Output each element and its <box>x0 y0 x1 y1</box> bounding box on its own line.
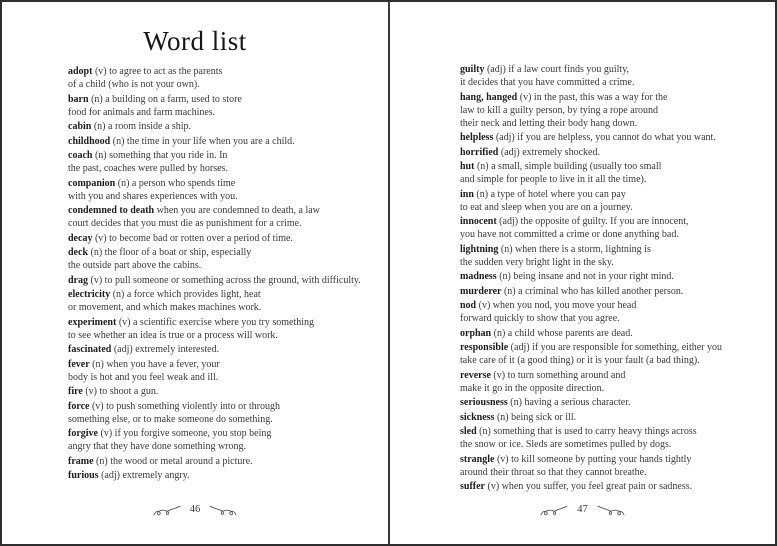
entry-headword: cabin <box>68 121 92 132</box>
glossary-entry: sickness (n) being sick or ill. <box>460 411 577 423</box>
glossary-entry: condemned to death when you are condemned to death, a law court decides that you must die as punishment for a crime. <box>68 205 320 229</box>
entry-headword: childhood <box>68 135 111 147</box>
entry-headword: drag <box>68 274 88 286</box>
entry-headword: frame <box>68 455 94 467</box>
entry-headword: innocent <box>460 216 497 227</box>
entry-headword: electricity <box>68 289 111 300</box>
glossary-entry: childhood (n) the time in your life when you are a child. <box>68 135 295 147</box>
glossary-entry: electricity (n) a force which provides light, heat or movement, and which makes machines work. <box>68 289 262 313</box>
entry-headword: guilty <box>460 64 485 75</box>
entry-headword: furious <box>68 470 99 481</box>
glossary-entry: force (v) to push something violently into or through something else, or to make someone do something. <box>68 400 281 425</box>
glossary-entry: seriousness (n) having a serious character. <box>460 397 631 408</box>
entry-headword: fascinated <box>68 344 112 355</box>
entry-headword: fever <box>68 358 90 370</box>
glossary-entry: madness (n) being insane and not in your right mind. <box>460 271 674 282</box>
glossary-entry: reverse (v) to turn something around and make it go in the opposite direction. <box>460 369 626 394</box>
entry-headword: barn <box>68 93 89 105</box>
glossary-entry: decay (v) to become bad or rotten over a period of time. <box>68 232 293 244</box>
entry-headword: sickness <box>460 411 495 423</box>
entry-headword: coach <box>68 150 93 161</box>
glossary-entry: horrified (adj) extremely shocked. <box>460 146 600 158</box>
page-title: Word list <box>143 26 247 56</box>
glossary-entry: lightning (n) when there is a storm, lightning is the sudden very bright light in the sky. <box>460 243 651 268</box>
entry-headword: adopt <box>68 66 93 77</box>
glossary-entry: strangle (v) to kill someone by putting your hands tightly around their throat so that they cannot breathe. <box>460 453 692 478</box>
flourish-icon <box>540 504 568 517</box>
page-number: 46 <box>189 504 201 515</box>
glossary-entry: forgive (v) if you forgive someone, you stop being angry that they have done something wrong. <box>68 428 272 452</box>
page-number: 47 <box>577 504 588 515</box>
entries-column-left <box>68 65 388 484</box>
entry-headword: nod <box>460 300 477 311</box>
entry-headword: hut <box>460 161 475 172</box>
glossary-entry: adopt (v) to agree to act as the parents of a child (who is not your own). <box>68 66 223 90</box>
glossary-entry: fascinated (adj) extremely interested. <box>68 344 220 355</box>
flourish-icon <box>209 504 237 517</box>
glossary-entry: coach (n) something that you ride in. In the past, coaches were pulled by horses. <box>68 150 228 174</box>
entry-headword: forgive <box>68 428 98 439</box>
glossary-entry: inn (n) a type of hotel where you can pay to eat and sleep when you are on a journey. <box>460 188 633 213</box>
glossary-entry: companion (n) a person who spends time with you and shares experiences with you. <box>68 177 238 202</box>
entry-headword: horrified <box>460 146 499 158</box>
entry-headword: condemned to death <box>68 205 155 216</box>
entry-headword: sled <box>460 426 477 437</box>
glossary-entry: barn (n) a building on a farm, used to store food for animals and farm machines. <box>68 93 242 118</box>
entry-headword: madness <box>460 271 497 282</box>
flourish-icon <box>153 504 181 517</box>
glossary-entry: experiment (v) a scientific exercise where you try something to see whether an idea is true or a process will work. <box>68 316 315 341</box>
entry-headword: hang, hanged <box>460 91 518 103</box>
glossary-entry: hang, hanged (v) in the past, this was a way for the law to kill a guilty person, by tying a rope around their neck and letting their body hang down. <box>460 91 668 129</box>
left-page-footer <box>2 503 388 517</box>
glossary-entry: furious (adj) extremely angry. <box>68 470 190 481</box>
glossary-entry: nod (v) when you nod, you move your head forward quickly to show that you agree. <box>460 300 637 324</box>
glossary-entry: murderer (n) a criminal who has killed another person. <box>460 285 684 297</box>
glossary-entry: frame (n) the wood or metal around a picture. <box>68 455 253 467</box>
glossary-entry: hut (n) a small, simple building (usually too small and simple for people to live in it all the time). <box>460 161 662 185</box>
entries-column-right <box>460 63 775 495</box>
glossary-entry: drag (v) to pull someone or something across the ground, with difficulty. <box>68 274 361 286</box>
entry-headword: seriousness <box>460 397 508 408</box>
glossary-entry: deck (n) the floor of a boat or ship, especially the outside part above the cabins. <box>68 247 252 271</box>
glossary-entry: guilty (adj) if a law court finds you guilty, it decides that you have committed a crime. <box>460 64 635 88</box>
entry-headword: decay <box>68 232 93 244</box>
entry-headword: reverse <box>460 369 491 381</box>
entry-headword: suffer <box>460 481 485 492</box>
entry-headword: murderer <box>460 285 502 297</box>
entry-headword: inn <box>460 188 474 200</box>
glossary-entry: sled (n) something that is used to carry heavy things across the snow or ice. Sleds are sometimes pulled by dogs. <box>460 426 697 450</box>
entry-headword: deck <box>68 247 88 258</box>
flourish-icon <box>597 504 625 517</box>
entry-headword: lightning <box>460 243 499 255</box>
entry-headword: force <box>68 400 90 412</box>
entry-headword: fire <box>68 386 83 397</box>
glossary-entry: fire (v) to shoot a gun. <box>68 386 159 397</box>
entry-headword: orphan <box>460 327 492 339</box>
glossary-entry: orphan (n) a child whose parents are dead. <box>460 327 633 339</box>
glossary-entry: responsible (adj) if you are responsible for something, either you take care of it (a good thing) or it is your fault (a bad thing). <box>460 342 722 366</box>
entry-headword: responsible <box>460 342 509 353</box>
glossary-entry: innocent (adj) the opposite of guilty. If you are innocent, you have not committed a crime or done anything bad. <box>460 216 689 240</box>
entry-headword: companion <box>68 177 116 189</box>
entry-headword: strangle <box>460 453 495 465</box>
left-page <box>2 2 388 544</box>
entry-headword: helpless <box>460 132 494 143</box>
right-page-footer <box>390 503 775 517</box>
entry-headword: experiment <box>68 316 117 328</box>
glossary-entry: fever (n) when you have a fever, your body is hot and you feel weak and ill. <box>68 358 220 383</box>
glossary-entry: suffer (v) when you suffer, you feel great pain or sadness. <box>460 481 693 492</box>
right-page <box>390 2 775 544</box>
glossary-entry: cabin (n) a room inside a ship. <box>68 121 192 132</box>
glossary-entry: helpless (adj) if you are helpless, you cannot do what you want. <box>460 132 716 143</box>
